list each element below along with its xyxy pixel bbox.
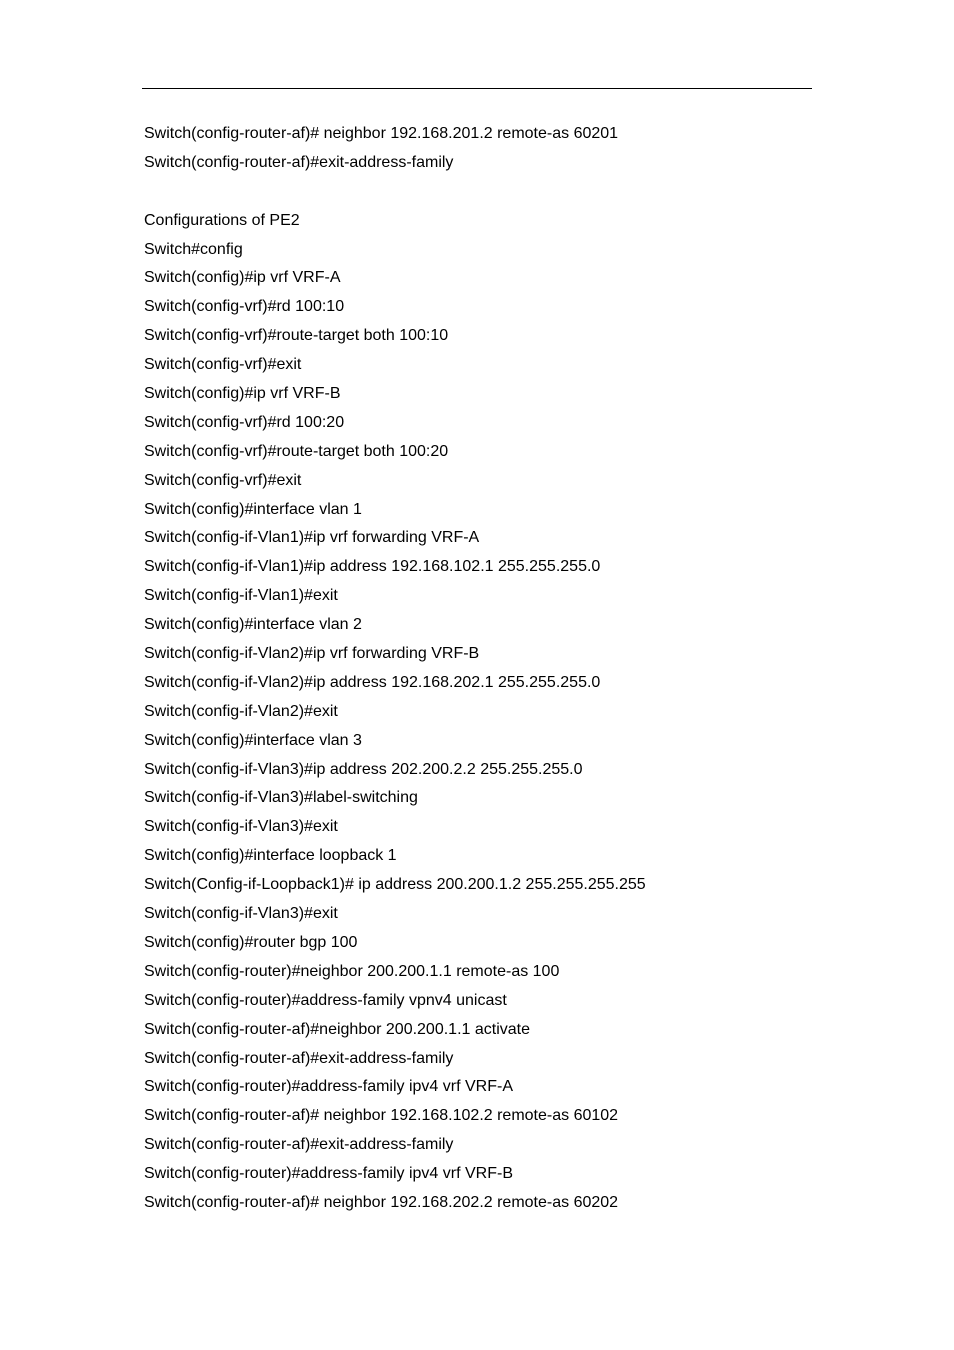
- config-line: Switch(config-if-Vlan2)#exit: [144, 702, 338, 720]
- config-line: Switch(config-if-Vlan1)#ip address 192.168.102.1 255.255.255.0: [144, 558, 601, 576]
- config-line: [144, 178, 646, 207]
- config-line: Switch(config)#router bgp 100: [144, 933, 358, 951]
- config-line: Switch#config: [144, 240, 243, 258]
- config-line: Switch(config-vrf)#exit: [144, 471, 302, 489]
- config-line: Switch(config-if-Vlan2)#ip address 192.168.202.1 255.255.255.0: [144, 673, 601, 691]
- config-line: Switch(config-if-Vlan3)#label-switching: [144, 789, 418, 807]
- config-line: Switch(config-vrf)#exit: [144, 356, 302, 374]
- config-line: Switch(config-if-Vlan3)#ip address 202.200.2.2 255.255.255.0: [144, 760, 583, 778]
- config-line: Switch(config)#interface vlan 1: [144, 500, 362, 518]
- config-line: Switch(config-router-af)#exit-address-family: [144, 153, 454, 171]
- config-line: Switch(config-router-af)# neighbor 192.168.201.2 remote-as 60201: [144, 125, 619, 142]
- config-listing: [144, 120, 646, 1218]
- config-line: Switch(config-if-Vlan1)#exit: [144, 587, 338, 605]
- config-line: Switch(config-vrf)#route-target both 100:20: [144, 442, 449, 460]
- config-line: Switch(config)#ip vrf VRF-B: [144, 385, 341, 403]
- config-line: Switch(config-if-Vlan2)#ip vrf forwarding VRF-B: [144, 645, 480, 663]
- config-line: Configurations of PE2: [144, 211, 300, 229]
- config-line: Switch(config-if-Vlan3)#exit: [144, 818, 338, 836]
- config-line: Switch(config-if-Vlan1)#ip vrf forwarding VRF-A: [144, 529, 480, 547]
- config-line: Switch(config-router-af)# neighbor 192.168.202.2 remote-as 60202: [144, 1193, 619, 1211]
- config-line: Switch(config-vrf)#rd 100:10: [144, 298, 345, 316]
- config-line: Switch(config-if-Vlan3)#exit: [144, 905, 338, 923]
- config-line: Switch(Config-if-Loopback1)# ip address 200.200.1.2 255.255.255.255: [144, 876, 646, 894]
- config-line: Switch(config-router-af)#exit-address-family: [144, 1049, 454, 1067]
- config-line: Switch(config-vrf)#route-target both 100:10: [144, 327, 449, 345]
- config-line: Switch(config-vrf)#rd 100:20: [144, 413, 345, 431]
- config-line: Switch(config-router)#address-family ipv4 vrf VRF-B: [144, 1165, 513, 1183]
- config-line: Switch(config-router)#address-family ipv4 vrf VRF-A: [144, 1078, 513, 1096]
- config-line: Switch(config)#ip vrf VRF-A: [144, 269, 341, 287]
- config-line: Switch(config-router)#neighbor 200.200.1.1 remote-as 100: [144, 962, 560, 980]
- config-line: Switch(config)#interface vlan 2: [144, 616, 362, 634]
- config-line: Switch(config-router-af)# neighbor 192.168.102.2 remote-as 60102: [144, 1107, 619, 1125]
- config-line: Switch(config-router-af)#exit-address-family: [144, 1136, 454, 1154]
- config-line: Switch(config-router)#address-family vpnv4 unicast: [144, 991, 507, 1009]
- config-line: Switch(config)#interface vlan 3: [144, 731, 362, 749]
- config-line: Switch(config-router-af)#neighbor 200.200.1.1 activate: [144, 1020, 530, 1038]
- config-line: Switch(config)#interface loopback 1: [144, 847, 397, 865]
- header-rule: [142, 88, 812, 89]
